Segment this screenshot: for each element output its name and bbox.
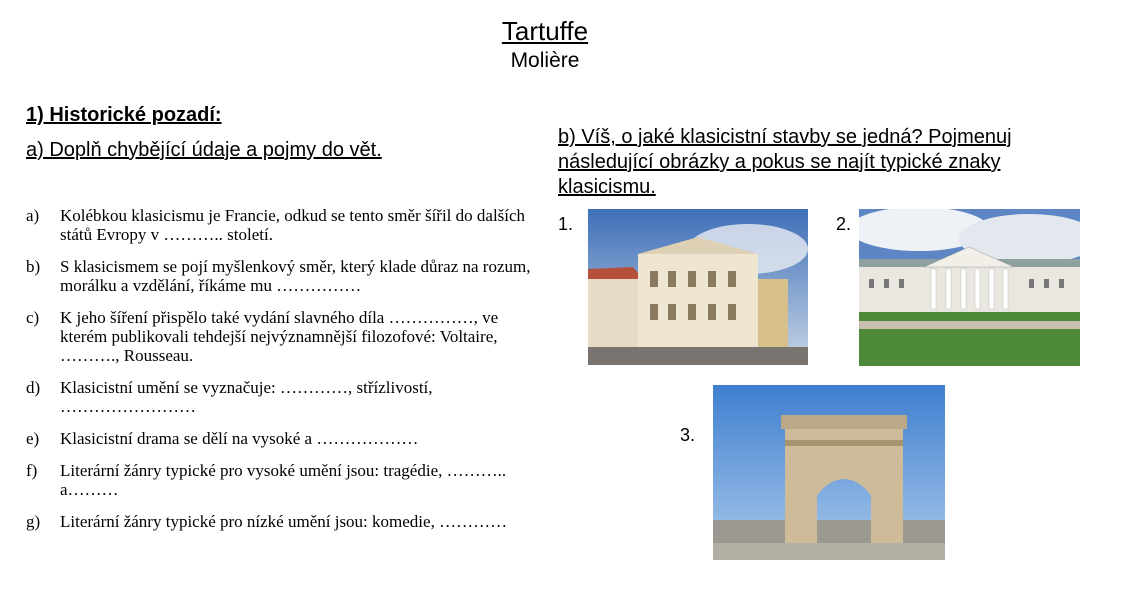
list-item: c) K jeho šíření přispělo také vydání slavného díla ……………, ve kterém publikovali tehdejší nejvýznamnější filozofové: Voltaire, ………., Rousseau.: [26, 308, 499, 365]
author: Molière: [510, 49, 580, 72]
estates-theatre-photo: [588, 209, 808, 365]
section-heading: 1) Historické pozadí:: [26, 104, 222, 126]
list-item: e) Klasicistní drama se dělí na vysoké a ………………: [26, 429, 419, 448]
list-item: f) Literární žánry typické pro vysoké umění jsou: tragédie, ……….. a………: [26, 461, 507, 499]
picture-number: 1.: [558, 214, 574, 234]
list-item: d) Klasicistní umění se vyznačuje: …………, střízlivostí, ……………………: [26, 378, 433, 416]
task-a-heading: a) Doplň chybějící údaje a pojmy do vět.: [26, 139, 382, 161]
picture-number: 3.: [680, 425, 696, 445]
document-title: Tartuffe: [501, 16, 589, 46]
list-item: a) Kolébkou klasicismu je Francie, odkud se tento směr šířil do dalších států Evropy v ……….. století.: [26, 206, 526, 244]
fill-in-list: [26, 206, 546, 544]
list-item: b) S klasicismem se pojí myšlenkový směr, který klade důraz na rozum, morálku a vzdělání, říkáme mu ……………: [26, 257, 531, 295]
task-b-heading: b) Víš, o jaké klasicistní stavby se jedná? Pojmenuj následující obrázky a pokus se najít typické znaky klasicismu.: [558, 126, 1012, 198]
list-item: g) Literární žánry typické pro nízké umění jsou: komedie, …………: [26, 512, 508, 531]
kacina-chateau-photo: [859, 209, 1080, 366]
picture-number: 2.: [836, 214, 852, 234]
arc-de-triomphe-photo: [713, 385, 945, 560]
